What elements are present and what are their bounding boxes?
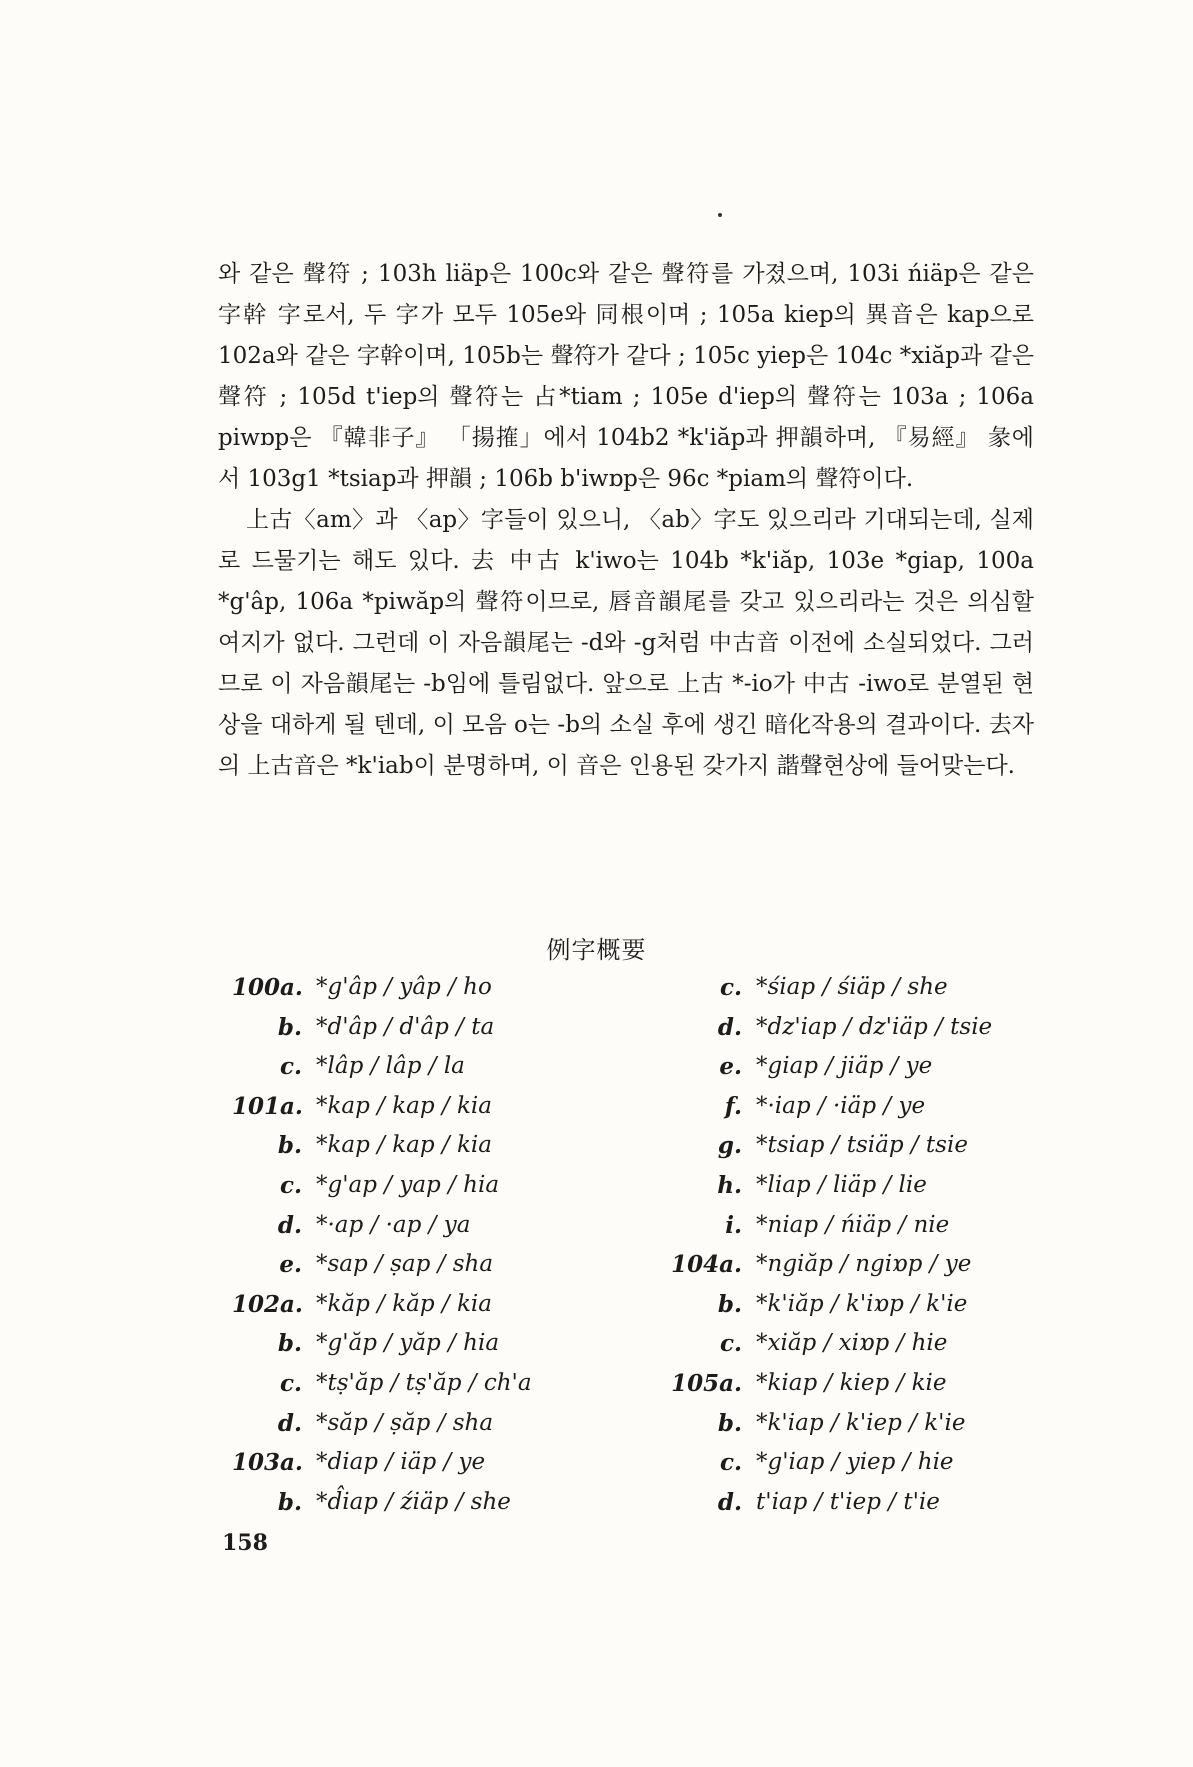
example-label: d. — [717, 1013, 742, 1041]
example-text: *sap / ṣap / sha — [316, 1251, 494, 1278]
example-row — [660, 968, 1060, 1008]
example-row — [232, 1443, 632, 1483]
example-text: *kap / kap / kia — [316, 1092, 492, 1119]
example-label: b. — [717, 1290, 742, 1318]
section-heading: 例字概要 — [546, 936, 647, 964]
example-text: *g'iap / yiep / hie — [756, 1449, 954, 1476]
example-text: *săp / ṣăp / sha — [316, 1409, 494, 1436]
example-row — [660, 1324, 1060, 1364]
example-row — [660, 1008, 1060, 1048]
example-row — [232, 1285, 632, 1325]
page-number: 158 — [222, 1530, 268, 1556]
example-label: d. — [277, 1211, 302, 1239]
example-text: *d̂iap / źiäp / she — [316, 1488, 511, 1515]
example-label: 102a. — [232, 1290, 303, 1318]
example-text: *k'iap / k'iep / k'ie — [756, 1409, 966, 1436]
example-text: t'iap / t'iep / t'ie — [756, 1488, 940, 1515]
example-row — [232, 1166, 632, 1206]
example-row — [232, 1087, 632, 1127]
example-text: *xiăp / xiɒp / hie — [756, 1330, 948, 1357]
example-text: *g'ăp / yăp / hia — [316, 1330, 500, 1357]
example-text: *ngiăp / ngiɒp / ye — [756, 1251, 972, 1278]
example-label: 105a. — [671, 1369, 742, 1397]
example-text: *tṣ'ăp / tṣ'ăp / ch'a — [316, 1369, 532, 1396]
example-text: *niap / ńiäp / nie — [756, 1211, 950, 1238]
example-row — [660, 1087, 1060, 1127]
example-label: 101a. — [232, 1092, 303, 1120]
example-row — [232, 1206, 632, 1246]
example-label: i. — [725, 1211, 742, 1239]
example-row — [232, 1126, 632, 1166]
example-label: g. — [717, 1132, 742, 1160]
example-label: b. — [717, 1409, 742, 1437]
example-label: d. — [717, 1488, 742, 1516]
example-text: *kiap / kiep / kie — [756, 1369, 947, 1396]
example-label: c. — [279, 1053, 302, 1081]
example-label: 104a. — [671, 1251, 742, 1279]
example-label: f. — [724, 1092, 742, 1120]
example-label: b. — [277, 1488, 302, 1516]
example-text: *k'iăp / k'iɒp / k'ie — [756, 1290, 968, 1317]
example-row — [660, 1126, 1060, 1166]
body-text — [218, 254, 1034, 787]
example-text: *giap / jiäp / ye — [756, 1053, 933, 1080]
example-label: h. — [717, 1171, 742, 1199]
examples-left-column — [232, 968, 632, 1522]
paragraph-1: 와 같은 聲符 ; 103h liäp은 100c와 같은 聲符를 가졌으며, 103i ńiäp은 같은 字幹 字로서, 두 字가 모두 105e와 同根이며 ; 105a kiep의 異音은 kap으로 102a와 같은 字幹이며, 105b는 聲符가 같다 ; 105c yiep은 104c *xiăp과 같은 聲符 ; 105d t'iep의 聲符는 占*tiam ; 105e d'iep의 聲符는 103a ; 106a piwɒp은 『韓非子』 「揚搉」에서 104b2 *k'iăp과 押韻하며, 『易經』 彖에서 103g1 *tsiap과 押韻 ; 106b b'iwɒp은 96c *piam의 聲符이다. — [218, 261, 1034, 492]
paragraph-2: 上古〈am〉과 〈ap〉字들이 있으니, 〈ab〉字도 있으리라 기대되는데, 실제로 드물기는 해도 있다. 去 中古 k'iwo는 104b *k'iăp, 103e *giap, 100a *g'âp, 106a *piwăp의 聲符이므로, 唇音韻尾를 갖고 있으리라는 것은 의심할 여지가 없다. 그런데 이 자음韻尾는 -d와 -g처럼 中古音 이전에 소실되었다. 그러므로 이 자음韻尾는 -b임에 틀림없다. 앞으로 上古 *-io가 中古 -iwo로 분열된 현상을 대하게 될 텐데, 이 모음 o는 -b의 소실 후에 생긴 暗化작용의 결과이다. 去자의 上古音은 *k'iab이 분명하며, 이 音은 인용된 갖가지 諧聲현상에 들어맞는다. — [218, 507, 1034, 779]
example-row — [232, 1404, 632, 1444]
example-text: *d'âp / d'âp / ta — [316, 1013, 495, 1040]
example-row — [232, 1008, 632, 1048]
example-label: c. — [719, 1330, 742, 1358]
example-row — [232, 1483, 632, 1523]
example-text: *lâp / lâp / la — [316, 1053, 465, 1080]
example-row — [660, 1443, 1060, 1483]
example-row — [232, 1364, 632, 1404]
example-label: c. — [279, 1171, 302, 1199]
example-text: *śiap / śiäp / she — [756, 974, 948, 1000]
example-text: *tsiap / tsiäp / tsie — [756, 1132, 968, 1159]
example-label: b. — [277, 1330, 302, 1358]
example-text: *dz'iap / dz'iäp / tsie — [756, 1013, 993, 1040]
example-label: c. — [719, 974, 742, 1001]
example-text: *g'âp / yâp / ho — [316, 974, 492, 1000]
example-text: *liap / liäp / lie — [756, 1171, 927, 1198]
example-row — [660, 1364, 1060, 1404]
example-row — [232, 1047, 632, 1087]
example-text: *g'ap / yap / hia — [316, 1171, 500, 1198]
example-row — [232, 1245, 632, 1285]
example-row — [660, 1285, 1060, 1325]
example-row — [660, 1245, 1060, 1285]
example-label: 103a. — [232, 1449, 303, 1477]
example-text: *kăp / kăp / kia — [316, 1290, 492, 1317]
example-text: *diap / iäp / ye — [316, 1449, 486, 1476]
example-label: b. — [277, 1132, 302, 1160]
example-row — [660, 1166, 1060, 1206]
example-label: e. — [279, 1251, 302, 1279]
example-label: 100a. — [232, 974, 303, 1001]
examples-right-column — [660, 968, 1060, 1522]
example-text: *·iap / ·iäp / ye — [756, 1092, 926, 1119]
example-label: d. — [277, 1409, 302, 1437]
example-text: *·ap / ·ap / ya — [316, 1211, 471, 1238]
example-row — [660, 1206, 1060, 1246]
example-row — [232, 968, 632, 1008]
example-row — [660, 1404, 1060, 1444]
example-text: *kap / kap / kia — [316, 1132, 492, 1159]
example-label: c. — [279, 1369, 302, 1397]
ink-speck — [718, 213, 722, 217]
example-label: e. — [719, 1053, 742, 1081]
example-row — [660, 1047, 1060, 1087]
example-row — [660, 1483, 1060, 1523]
example-row — [232, 1324, 632, 1364]
example-label: b. — [277, 1013, 302, 1041]
example-label: c. — [719, 1449, 742, 1477]
